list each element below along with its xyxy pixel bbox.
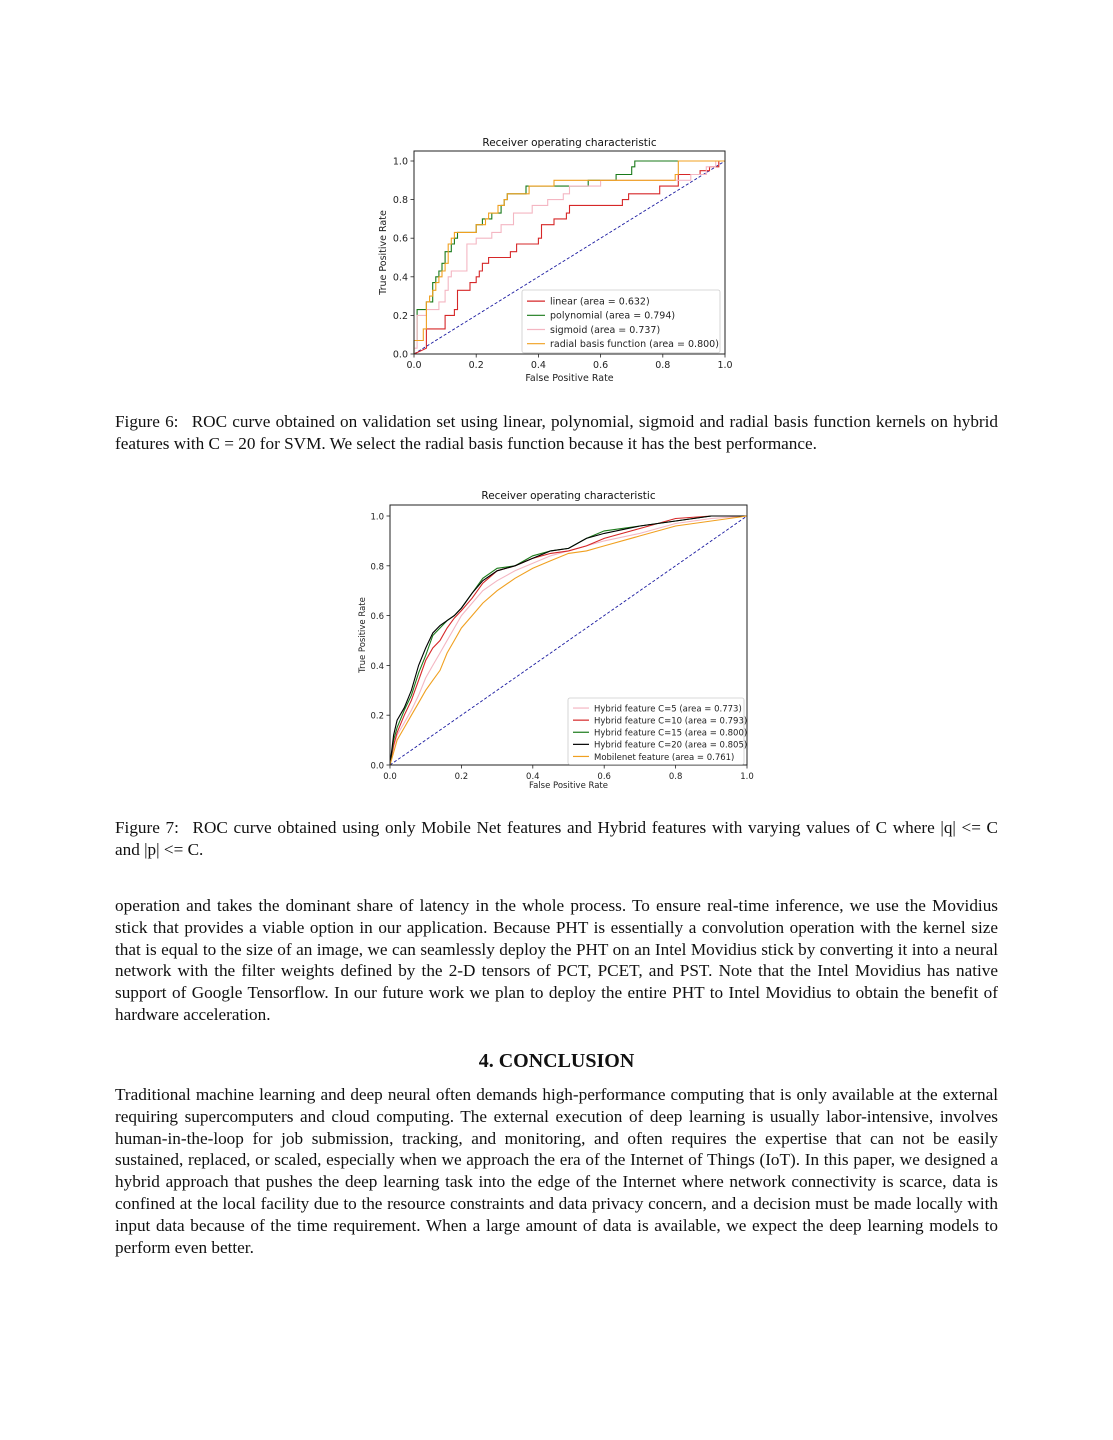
y-tick-label: 0.0 — [392, 349, 408, 361]
y-tick-label: 0.4 — [392, 272, 408, 284]
conclusion-paragraph: Traditional machine learning and deep neural often demands high-performance computing that is only available at the external requiring supercomputers and cloud computing. The external execution of deep learning is usually labor-intensive, involves human-in-the-loop for job submission, tracking, and monitoring, and often requires the expertise that can not be easily sustained, replaced, or scaled, especially when we approach the era of the Internet of Things (IoT). In this paper, we designed a hybrid approach that pushes the deep learning task into the edge of the Internet where network connectivity is scarce, data is confined at the local facility due to the resource constraints and data privacy concern, and a decision must be made locally with input data because of the time requirement. When a large amount of data is available, we expect the deep learning models to perform even better. — [115, 1085, 998, 1257]
legend-label: Hybrid feature C=20 (area = 0.805) — [594, 740, 748, 751]
x-tick-label: 1.0 — [740, 772, 754, 782]
legend-label: sigmoid (area = 0.737) — [550, 324, 661, 336]
legend-label: linear (area = 0.632) — [550, 296, 650, 308]
x-tick-label: 0.0 — [383, 772, 397, 782]
y-tick-label: 0.2 — [392, 310, 408, 322]
y-axis-label: True Positive Rate — [378, 210, 389, 295]
figure-6-label: Figure 6: — [115, 412, 179, 431]
y-tick-label: 0.8 — [370, 562, 384, 573]
chart-title: Receiver operating characteristic — [481, 490, 656, 502]
x-tick-label: 0.6 — [597, 772, 611, 782]
x-tick-label: 0.8 — [668, 772, 683, 782]
chart-title: Receiver operating characteristic — [482, 137, 657, 149]
legend-label: Hybrid feature C=10 (area = 0.793) — [594, 716, 748, 727]
x-tick-label: 0.4 — [526, 772, 540, 782]
y-tick-label: 0.2 — [370, 711, 384, 722]
x-tick-label: 0.0 — [406, 360, 422, 371]
y-tick-label: 0.6 — [370, 612, 384, 623]
legend-label: Hybrid feature C=15 (area = 0.800) — [594, 728, 748, 739]
figure-7-label: Figure 7: — [115, 818, 179, 837]
x-tick-label: 0.2 — [468, 360, 484, 371]
body-paragraph-1: operation and takes the dominant share of latency in the whole process. To ensure real-time inference, we use the Movidius stick that provides a viable option in our application. Because PHT is essentially a convolution operation with the kernel size that is equal to the size of an image, we can seamlessly deploy the PHT on an Intel Movidius stick by converting it into a neural network with the filter weights defined by the 2-D tensors of PCT, PCET, and PST. Note that the Intel Movidius has native support of Google Tensorflow. In our future work we plan to deploy the entire PHT to Intel Movidius to obtain the benefit of hardware acceleration. — [115, 896, 998, 1024]
legend-label: Hybrid feature C=5 (area = 0.773) — [594, 704, 742, 715]
legend-label: polynomial (area = 0.794) — [550, 310, 676, 322]
x-axis-label: False Positive Rate — [525, 373, 614, 384]
legend-label: radial basis function (area = 0.800) — [550, 339, 719, 350]
figure-7-caption-text: ROC curve obtained using only Mobile Net features and Hybrid features with varying values of C where |q| <= C and |p| <= C. — [115, 818, 998, 859]
section-heading: 4. CONCLUSION — [478, 1050, 635, 1072]
y-axis-label: True Positive Rate — [358, 597, 368, 673]
y-tick-label: 0.8 — [392, 195, 408, 207]
x-tick-label: 0.4 — [530, 360, 546, 371]
figure-6-caption-text: ROC curve obtained on validation set using linear, polynomial, sigmoid and radial basis function kernels on hybrid features with C = 20 for SVM. We select the radial basis function because it has the best performance. — [115, 412, 999, 453]
x-tick-label: 0.6 — [593, 360, 609, 371]
y-tick-label: 1.0 — [392, 156, 408, 168]
y-tick-label: 0.4 — [370, 661, 384, 672]
y-tick-label: 0.6 — [392, 233, 408, 245]
x-tick-label: 0.8 — [655, 360, 671, 371]
legend-label: Mobilenet feature (area = 0.761) — [594, 752, 735, 763]
x-axis-label: False Positive Rate — [529, 781, 608, 791]
chart-legend — [568, 698, 747, 765]
figure-7-caption — [115, 817, 998, 861]
x-tick-label: 0.2 — [454, 772, 469, 782]
y-tick-label: 0.0 — [370, 761, 384, 772]
x-tick-label: 1.0 — [717, 360, 733, 371]
y-tick-label: 1.0 — [370, 512, 384, 523]
